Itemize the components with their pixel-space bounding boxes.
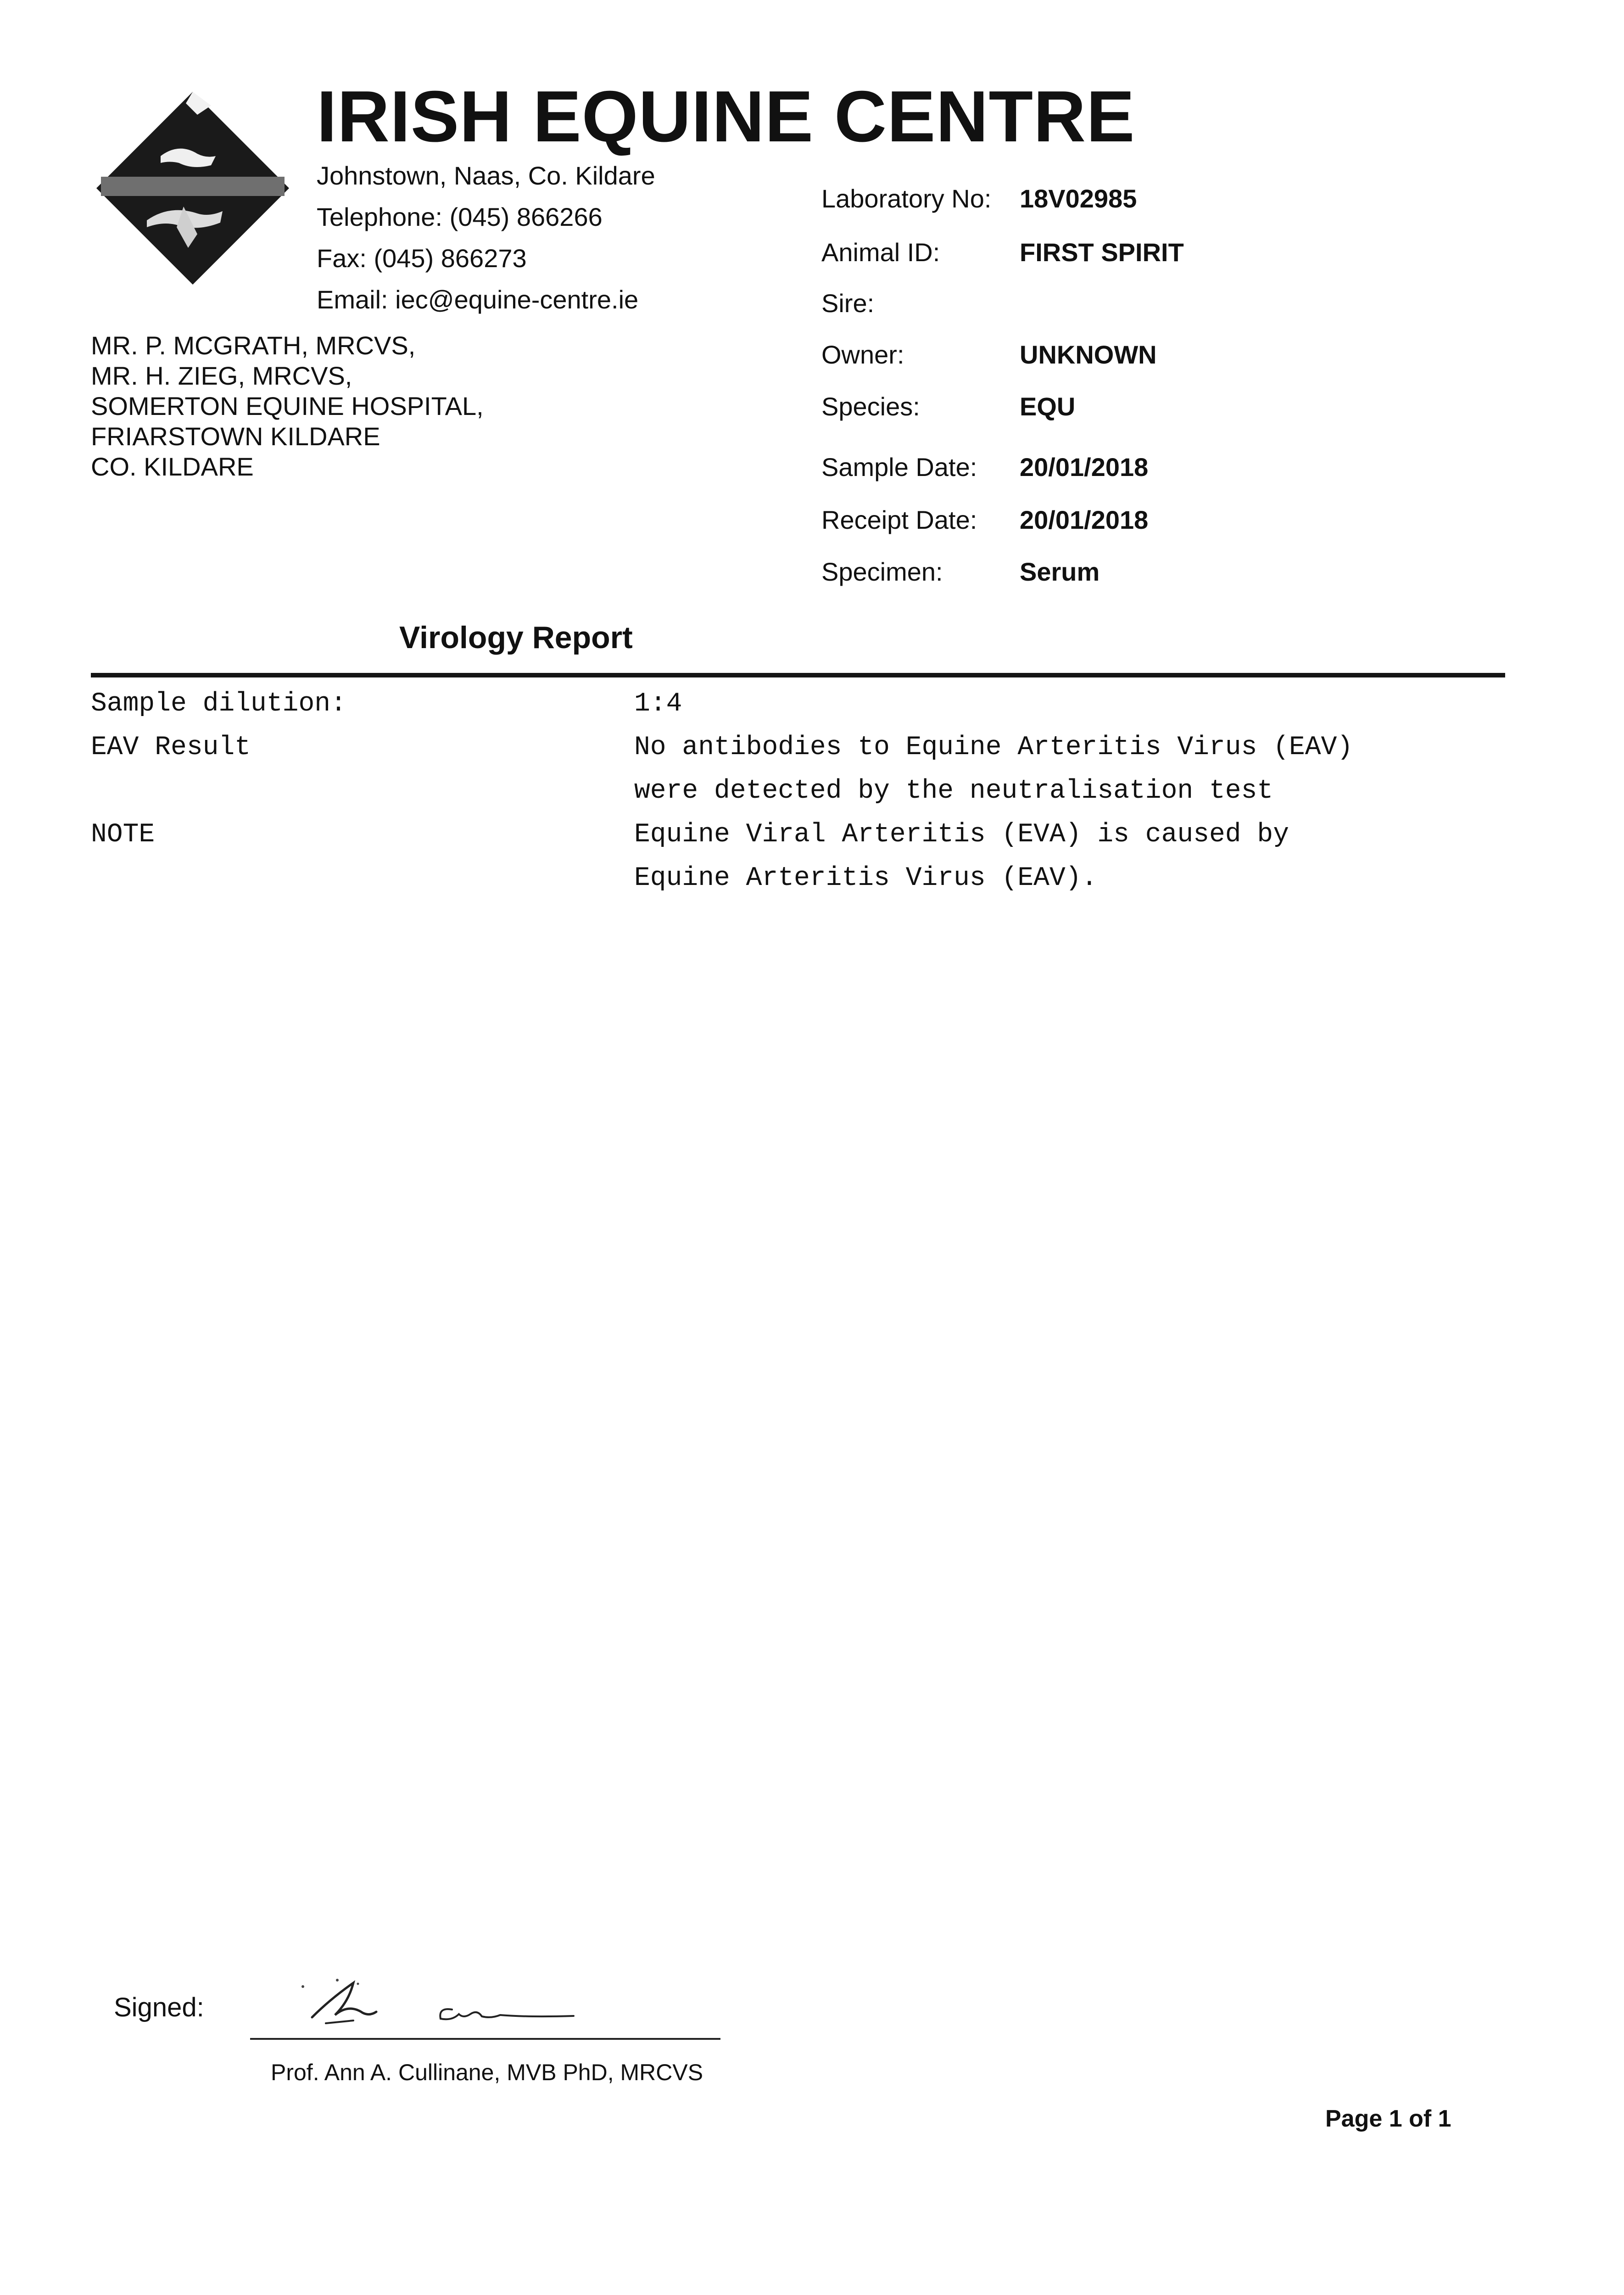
sample-date-label: Sample Date: <box>821 453 977 481</box>
receipt-date-label: Receipt Date: <box>821 505 977 534</box>
organization-name: IRISH EQUINE CENTRE <box>317 76 1135 157</box>
species-value: EQU <box>1020 392 1076 421</box>
recipient-line: MR. H. ZIEG, MRCVS, <box>91 361 352 390</box>
signatory-name: Prof. Ann A. Cullinane, MVB PhD, MRCVS <box>271 2060 703 2085</box>
owner-label: Owner: <box>821 340 904 369</box>
recipient-line: SOMERTON EQUINE HOSPITAL, <box>91 392 484 420</box>
receipt-date-value: 20/01/2018 <box>1020 505 1149 534</box>
species-label: Species: <box>821 392 920 421</box>
page-number: Page 1 of 1 <box>1325 2105 1451 2132</box>
eav-result-line: were detected by the neutralisation test <box>634 776 1273 806</box>
specimen-label: Specimen: <box>821 557 943 586</box>
diamond-horse-logo-icon <box>92 87 294 289</box>
signed-label: Signed: <box>114 1993 204 2022</box>
sample-date-value: 20/01/2018 <box>1020 453 1149 481</box>
specimen-value: Serum <box>1020 557 1100 586</box>
organization-fax: Fax: (045) 866273 <box>317 244 527 273</box>
organization-email: Email: iec@equine-centre.ie <box>317 285 639 314</box>
signature-line <box>250 2038 720 2040</box>
handwritten-signature <box>294 1974 652 2033</box>
animal-id-value: FIRST SPIRIT <box>1020 238 1184 267</box>
sample-dilution-value: 1:4 <box>634 689 682 719</box>
sample-dilution-label: Sample dilution: <box>91 689 346 719</box>
recipient-line: MR. P. MCGRATH, MRCVS, <box>91 331 416 360</box>
organization-address: Johnstown, Naas, Co. Kildare <box>317 161 655 190</box>
note-line: Equine Viral Arteritis (EVA) is caused by <box>634 820 1289 850</box>
owner-value: UNKNOWN <box>1020 340 1157 369</box>
recipient-address <box>91 330 484 482</box>
eav-result-line: No antibodies to Equine Arteritis Virus (EAV) <box>634 733 1353 762</box>
animal-id-label: Animal ID: <box>821 238 940 267</box>
note-line: Equine Arteritis Virus (EAV). <box>634 863 1098 893</box>
laboratory-no-label: Laboratory No: <box>821 184 992 213</box>
organization-telephone: Telephone: (045) 866266 <box>317 202 603 231</box>
sire-label: Sire: <box>821 289 875 318</box>
eav-result-label: EAV Result <box>91 733 251 762</box>
section-divider <box>91 673 1505 677</box>
report-title: Virology Report <box>399 620 633 655</box>
note-label: NOTE <box>91 820 155 850</box>
laboratory-no-value: 18V02985 <box>1020 184 1137 213</box>
recipient-line: FRIARSTOWN KILDARE <box>91 422 380 451</box>
recipient-line: CO. KILDARE <box>91 452 254 481</box>
